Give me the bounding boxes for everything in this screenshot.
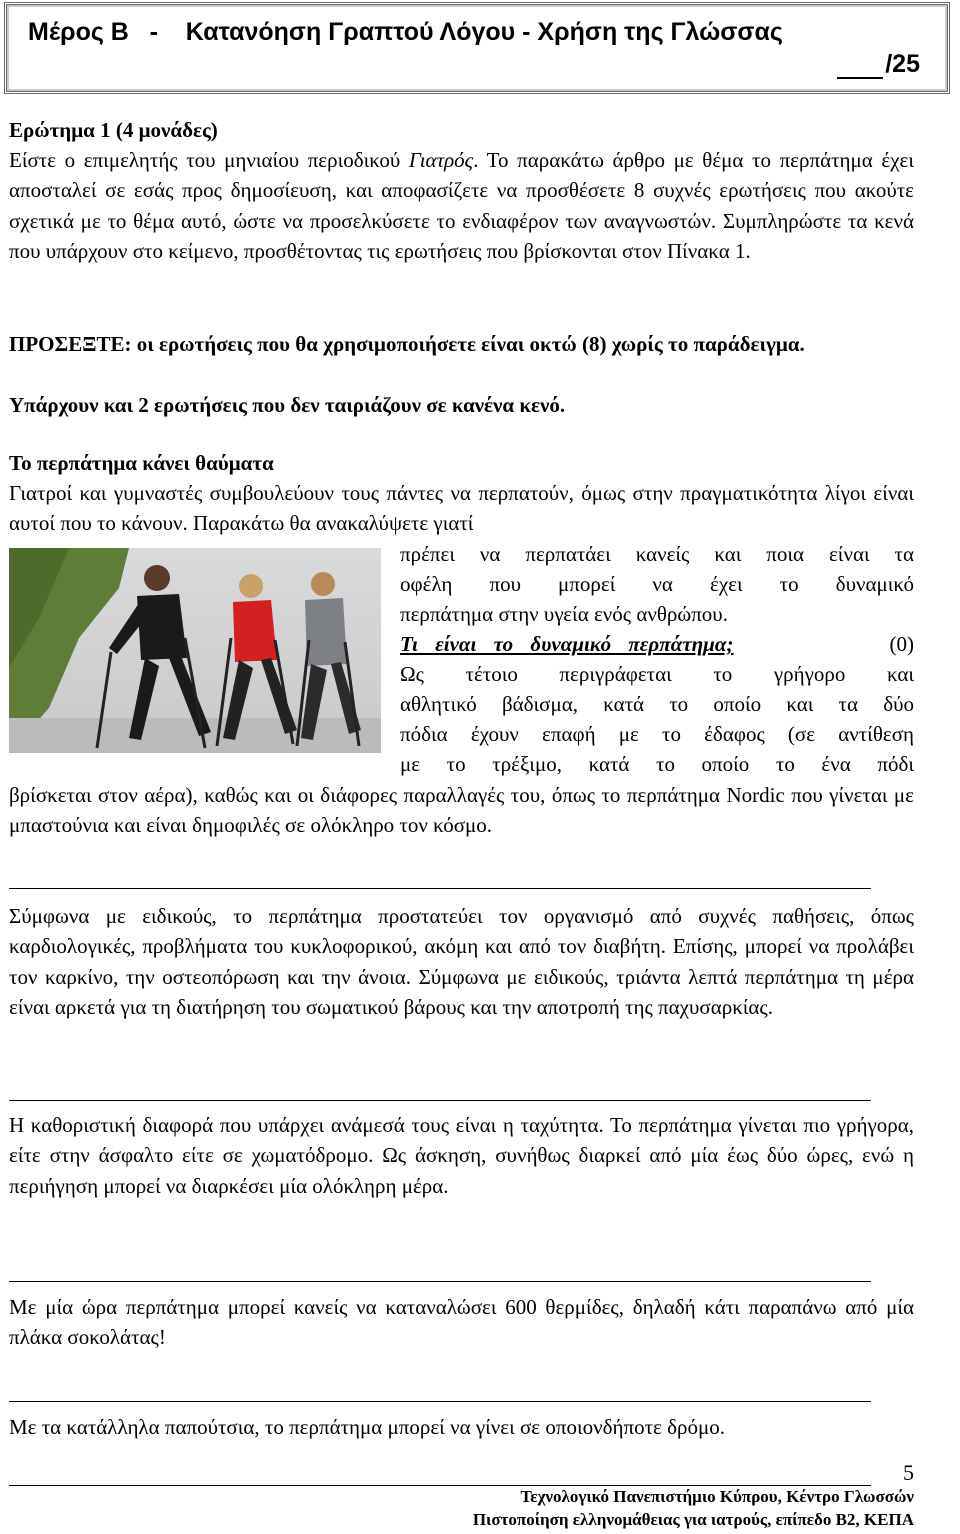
page-number: 5 [903, 1460, 914, 1485]
answer-blank-1[interactable] [9, 888, 871, 889]
nordic-walking-photo [9, 548, 381, 753]
article-col-line-7: πόδια έχουν επαφή με το έδαφος (σε αντίθεση [400, 722, 914, 746]
article-p3: Σύμφωνα με ειδικούς, το περπάτημα προστατεύει τον οργανισμό από συχνές παθήσεις, όπως καρδιολογικές, προβλήματα του κυκλοφορικού, ακόμη και από τον διαβήτη. Επίσης, μπορεί να προλάβει τον καρκίνο, την οστεοπόρωση και την άνοια. Σύμφωνα με ειδικούς, τριάντα λεπτά περπάτημα τη μέρα είναι αρκετά για τη διατήρηση του σωματικού βάρους και την αποτροπή της παχυσαρκίας. [9, 904, 914, 1019]
section-title: Μέρος Β - Κατανόηση Γραπτού Λόγου - Χρήση της Γλώσσας [28, 18, 783, 46]
score-field [837, 50, 920, 79]
answer-blank-2[interactable] [9, 1100, 871, 1101]
notice-eight-questions: ΠΡΟΣΕΞΤΕ: οι ερωτήσεις που θα χρησιμοποιήσετε είναι οκτώ (8) χωρίς το παράδειγμα. [9, 332, 805, 356]
article-col-line-8: με το τρέξιμο, κατά το οποίο το ένα πόδι [400, 752, 914, 776]
magazine-name: Γιατρός [408, 148, 474, 172]
article-p2-continued: βρίσκεται στον αέρα), καθώς και οι διάφορες παραλλαγές του, όπως το περπάτημα Nordic που γίνεται με μπαστούνια και είναι δημοφιλές σε ολόκληρο τον κόσμο. [9, 783, 914, 838]
score-total: /25 [885, 50, 920, 78]
article-col-line-3: περπάτημα στην υγεία ενός ανθρώπου. [400, 602, 728, 626]
question-intro [9, 145, 914, 266]
article-col-line-1: πρέπει να περπατάει κανείς και ποια είναι τα [400, 542, 914, 566]
walkers-image [9, 548, 381, 753]
example-marker: (0) [889, 632, 914, 656]
article-intro: Γιατροί και γυμναστές συμβουλεύουν τους πάντες να περπατούν, όμως στην πραγματικότητα λίγοι είναι αυτοί που το κάνουν. Παρακάτω θα ανακαλύψετε γιατί [9, 481, 914, 536]
article-p4: Η καθοριστική διαφορά που υπάρχει ανάμεσά τους είναι η ταχύτητα. Το περπάτημα γίνεται πιο γρήγορα, είτε στην άσφαλτο είτε σε χωματόδρομο. Ως άσκηση, συνήθως διαρκεί από μία έως δύο ώρες, ενώ η περιήγηση μπορεί να διαρκέσει μία ολόκληρη μέρα. [9, 1113, 914, 1198]
intro-part-a: Είστε ο επιμελητής του μηνιαίου περιοδικού [9, 148, 409, 172]
article-p6: Με τα κατάλληλα παπούτσια, το περπάτημα μπορεί να γίνει σε οποιονδήποτε δρόμο. [9, 1415, 725, 1439]
article-col-line-2: οφέλη που μπορεί να έχει το δυναμικό [400, 572, 914, 596]
score-blank [837, 55, 883, 79]
footer-certification: Πιστοποίηση ελληνομάθειας για ιατρούς, επίπεδο Β2, ΚΕΠΑ [472, 1510, 914, 1529]
question-title: Ερώτημα 1 (4 μονάδες) [9, 118, 218, 142]
section-header-box [4, 2, 950, 94]
article-p5: Με μία ώρα περπάτημα μπορεί κανείς να καταναλώσει 600 θερμίδες, δηλαδή κάτι παραπάνω από μία πλάκα σοκολάτας! [9, 1295, 914, 1350]
answer-blank-4[interactable] [9, 1401, 871, 1402]
intro-part-b: . Το παρακάτω άρθρο με θέμα το περπάτημα έχει αποσταλεί σε εσάς προς δημοσίευση, και αποφασίζετε να προσθέσετε 8 συχνές ερωτήσεις που ακούτε σχετικά με το θέμα αυτό, ώστε να προσελκύσετε το ενδιαφέρον των αναγνωστών. Συμπληρώστε τα κενά που υπάρχουν στο κείμενο, προσθέτοντας τις ερωτήσεις που βρίσκονται στον Πίνακα 1. [9, 148, 914, 263]
footer-institution: Τεχνολογικό Πανεπιστήμιο Κύπρου, Κέντρο Γλωσσών [520, 1487, 914, 1506]
footer-rule [9, 1485, 871, 1486]
answer-blank-3[interactable] [9, 1281, 871, 1282]
article-col-line-6: αθλητικό βάδισμα, κατά το οποίο και τα δύο [400, 692, 914, 716]
example-question: Τι είναι το δυναμικό περπάτημα; [400, 632, 734, 656]
example-question-line [400, 629, 914, 659]
article-title: Το περπάτημα κάνει θαύματα [9, 451, 274, 475]
notice-two-extra: Υπάρχουν και 2 ερωτήσεις που δεν ταιριάζουν σε κανένα κενό. [9, 393, 566, 417]
article-col-line-5: Ως τέτοιο περιγράφεται το γρήγορο και [400, 662, 914, 686]
